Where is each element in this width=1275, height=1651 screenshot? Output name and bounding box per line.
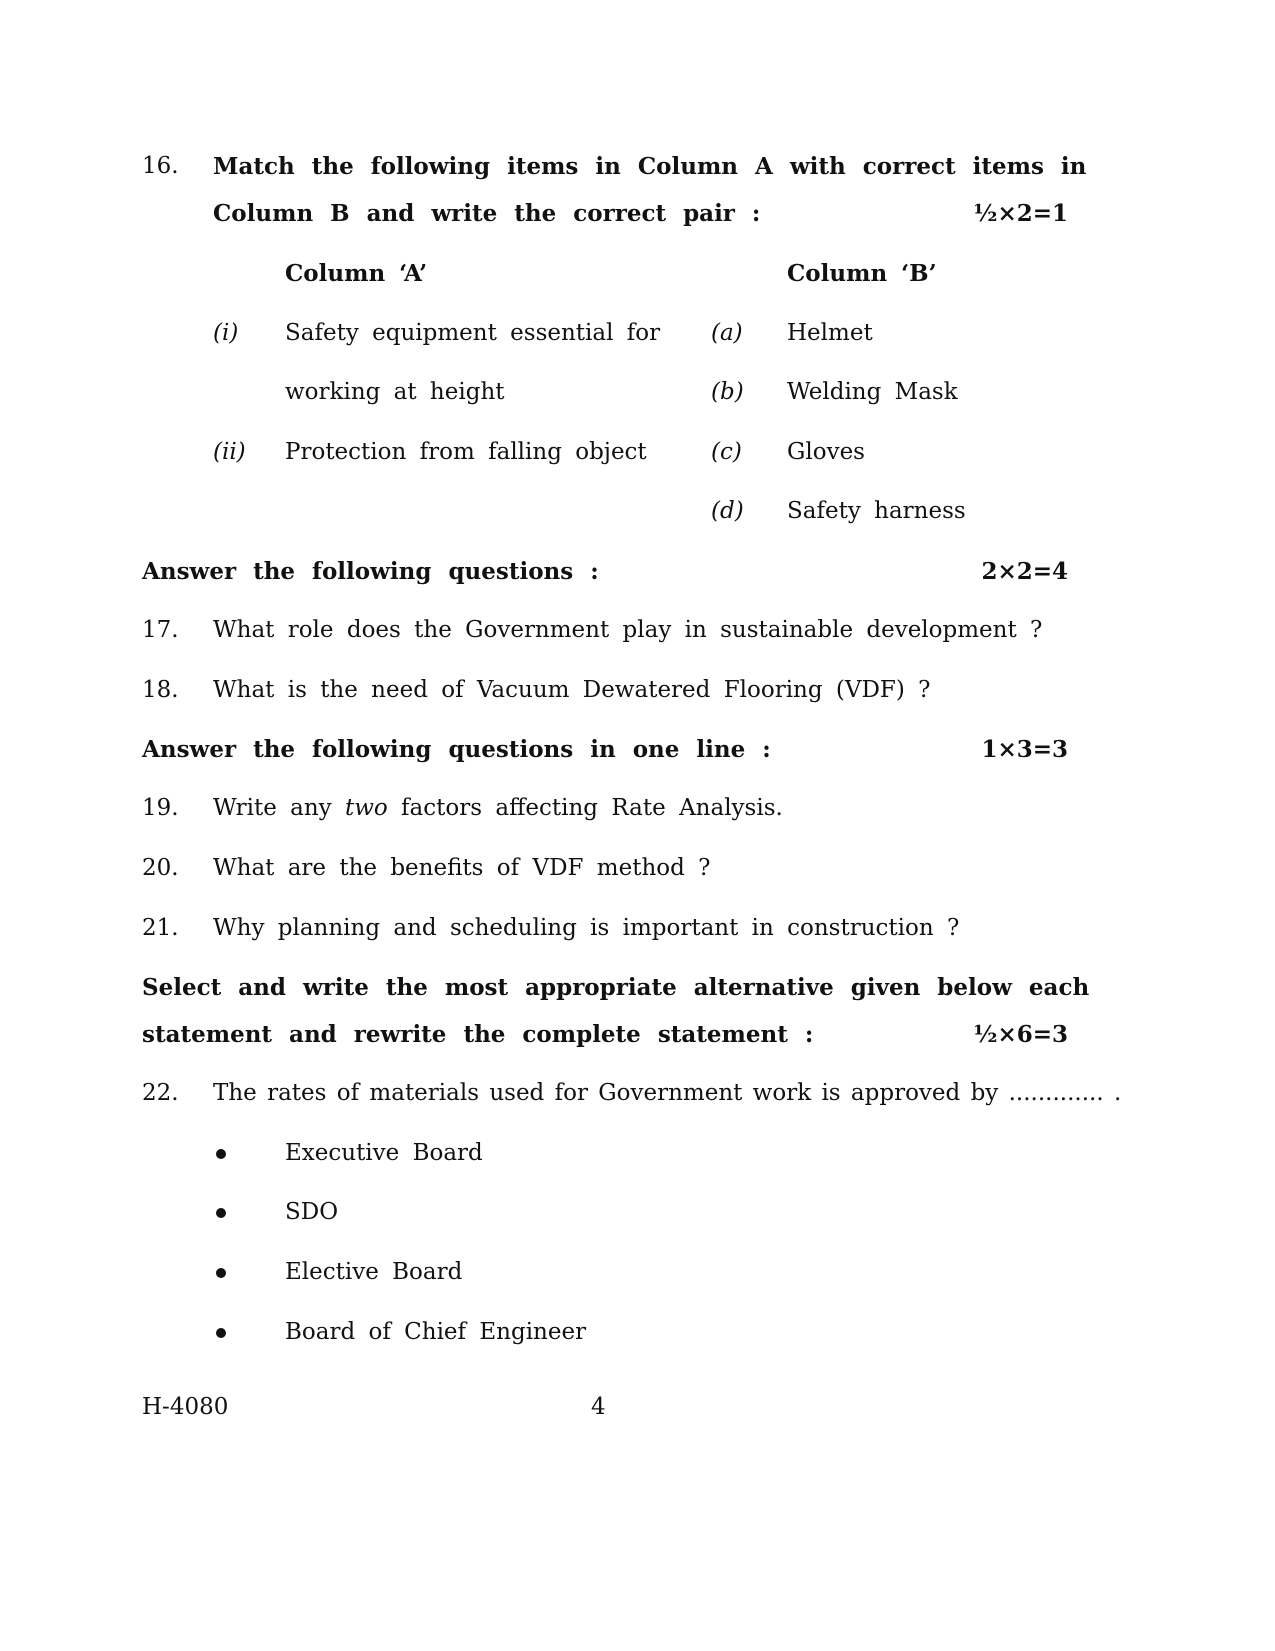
option-bullet-3 [216, 1268, 226, 1278]
col-a-label-i: (i) [213, 320, 239, 346]
q16-marks: ½×2=1 [973, 200, 1068, 227]
col-b-label-d: (d) [711, 498, 744, 524]
col-b-item-c: Gloves [787, 439, 865, 465]
section4-marks: ½×6=3 [973, 1021, 1068, 1048]
section3-marks: 1×3=3 [981, 736, 1068, 763]
col-a-item-ii: Protection from falling object [285, 439, 647, 465]
section2-marks: 2×2=4 [981, 558, 1068, 585]
q22-option-2: SDO [285, 1199, 339, 1225]
option-bullet-2 [216, 1208, 226, 1218]
q19-text-em: two [344, 795, 388, 821]
col-a-item-i-line1: Safety equipment essential for [285, 320, 661, 346]
col-a-item-i-line2: working at height [285, 379, 505, 405]
option-bullet-1 [216, 1149, 226, 1159]
col-b-item-b: Welding Mask [787, 379, 958, 405]
col-b-label-b: (b) [711, 379, 744, 405]
q16-line1: Match the following items in Column A with correct items in [213, 153, 1087, 180]
q20-number: 20. [142, 855, 179, 881]
q22-option-3: Elective Board [285, 1259, 463, 1285]
col-b-label-c: (c) [711, 439, 742, 465]
q19-text-post: factors affecting Rate Analysis. [387, 795, 783, 821]
option-bullet-4 [216, 1328, 226, 1338]
q16-number: 16. [142, 153, 179, 179]
q21-number: 21. [142, 915, 179, 941]
col-b-header: Column ‘B’ [787, 260, 937, 287]
q18-number: 18. [142, 677, 179, 703]
q20-text: What are the benefits of VDF method ? [213, 855, 711, 881]
col-b-item-d: Safety harness [787, 498, 966, 524]
footer-code: H-4080 [142, 1394, 229, 1420]
q19-number: 19. [142, 795, 179, 821]
col-b-label-a: (a) [711, 320, 743, 346]
col-b-item-a: Helmet [787, 320, 873, 346]
section4-heading-line1: Select and write the most appropriate alternative given below each [142, 974, 1090, 1001]
q21-text: Why planning and scheduling is important in construction ? [213, 915, 960, 941]
section3-heading: Answer the following questions in one line : [142, 736, 771, 763]
section4-heading-line2: statement and rewrite the complete statement : [142, 1021, 814, 1048]
q22-number: 22. [142, 1080, 179, 1106]
section2-heading: Answer the following questions : [142, 558, 599, 585]
q16-line2: Column B and write the correct pair : [213, 200, 761, 227]
page-number: 4 [591, 1394, 606, 1420]
col-a-header: Column ‘A’ [285, 260, 428, 287]
q22-text: The rates of materials used for Government work is approved by ............. . [213, 1080, 1122, 1106]
q18-text: What is the need of Vacuum Dewatered Flooring (VDF) ? [213, 677, 931, 703]
q19-text [213, 797, 783, 820]
q22-option-4: Board of Chief Engineer [285, 1319, 587, 1345]
q22-option-1: Executive Board [285, 1140, 483, 1166]
q17-text: What role does the Government play in sustainable development ? [213, 617, 1043, 643]
col-a-label-ii: (ii) [213, 439, 246, 465]
q17-number: 17. [142, 617, 179, 643]
q19-text-pre: Write any [213, 795, 345, 821]
